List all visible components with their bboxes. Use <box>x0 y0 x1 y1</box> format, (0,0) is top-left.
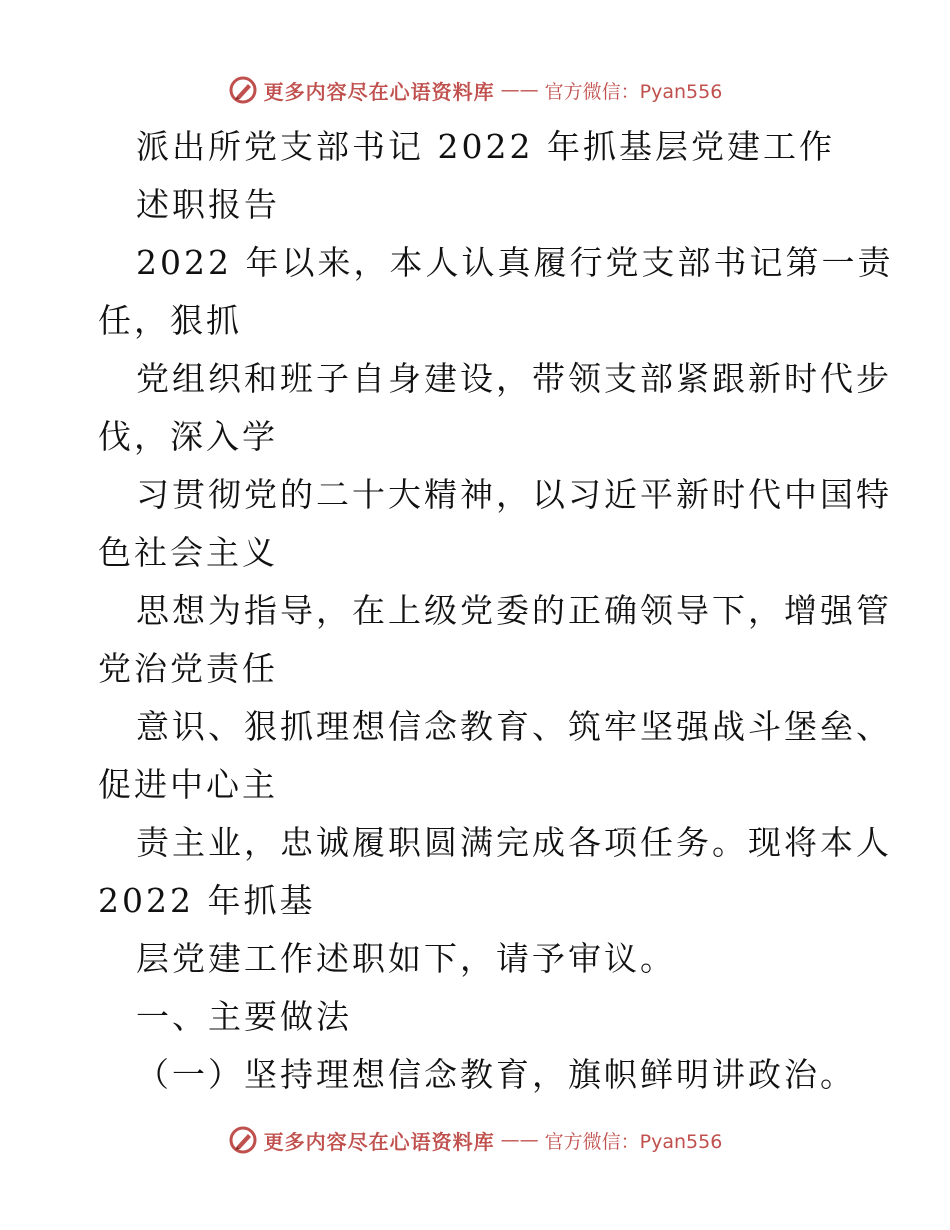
paragraph-line: 责主业，忠诚履职圆满完成各项任务。现将本人 <box>136 823 892 862</box>
paragraph-line: 2022 年抓基 <box>98 881 316 920</box>
document-title-line-1: 派出所党支部书记 2022 年抓基层党建工作 <box>136 127 835 166</box>
paragraph-line: 层党建工作述职如下，请予审议。 <box>136 939 676 978</box>
paragraph-line: 促进中心主 <box>98 765 278 804</box>
header-watermark <box>0 70 950 110</box>
watermark-brand: 更多内容尽在心语资料库 <box>263 79 495 104</box>
paragraph-line: 任，狠抓 <box>98 301 242 340</box>
pen-logo-icon <box>228 1125 258 1155</box>
watermark-separator: —— <box>500 79 539 101</box>
subsection-heading: （一）坚持理想信念教育，旗帜鲜明讲政治。 <box>136 1055 856 1094</box>
document-body <box>98 118 894 1104</box>
paragraph-line: 伐，深入学 <box>98 417 278 456</box>
paragraph-line: 习贯彻党的二十大精神，以习近平新时代中国特 <box>136 475 892 514</box>
paragraph-line: 2022 年以来，本人认真履行党支部书记第一责 <box>136 243 894 282</box>
paragraph-line: 意识、狠抓理想信念教育、筑牢坚强战斗堡垒、 <box>136 707 892 746</box>
paragraph-line: 党组织和班子自身建设，带领支部紧跟新时代步 <box>136 359 892 398</box>
section-heading: 一、主要做法 <box>136 997 352 1036</box>
document-title-line-2: 述职报告 <box>136 185 280 224</box>
paragraph-line: 党治党责任 <box>98 649 278 688</box>
watermark-separator: —— <box>500 1129 539 1151</box>
watermark-brand: 更多内容尽在心语资料库 <box>263 1129 495 1154</box>
paragraph-line: 思想为指导，在上级党委的正确领导下，增强管 <box>136 591 892 630</box>
pen-logo-icon <box>228 75 258 105</box>
watermark-contact: 官方微信：Pyan556 <box>544 80 723 103</box>
paragraph-line: 色社会主义 <box>98 533 278 572</box>
watermark-contact: 官方微信：Pyan556 <box>544 1130 723 1153</box>
footer-watermark <box>0 1120 950 1160</box>
